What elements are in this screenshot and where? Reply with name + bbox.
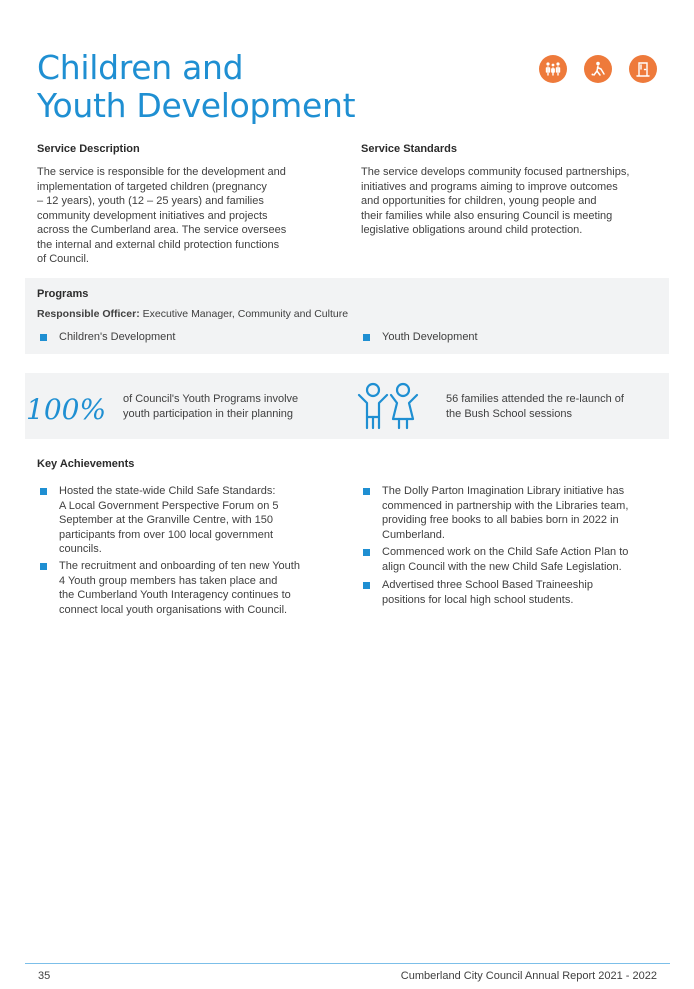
achievement-line: connect local youth organisations with Council.: [59, 603, 288, 616]
bullet-icon: [363, 334, 370, 341]
achievement-line: Commenced work on the Child Safe Action Plan to: [382, 546, 629, 558]
achievement-line: A Local Government Perspective Forum on 5: [59, 499, 279, 512]
achievement-item: [59, 559, 300, 617]
bullet-icon: [363, 549, 370, 556]
achievement-line: participants from over 100 local government: [59, 528, 273, 541]
page-title: [37, 49, 355, 125]
key-achievements-heading: Key Achievements: [37, 458, 135, 470]
report-title: Cumberland City Council Annual Report 2021 - 2022: [400, 970, 657, 982]
program-item: Youth Development: [382, 331, 478, 343]
title-line-2: Youth Development: [37, 86, 356, 125]
service-description-line: the internal and external child protection functions: [37, 238, 280, 251]
service-standards-line: their families while also ensuring Council is meeting: [361, 209, 613, 222]
achievement-line: September at the Granville Centre, with 150: [59, 514, 274, 526]
programs-heading: Programs: [37, 288, 89, 300]
achievement-line: providing free books to all babies born in 2022 in: [382, 514, 619, 526]
service-description-line: The service is responsible for the development and: [37, 166, 286, 178]
page-number: 35: [38, 970, 51, 982]
bullet-icon: [40, 334, 47, 341]
achievement-line: councils.: [59, 543, 102, 555]
achievement-line: commenced in partnership with the Libraries team,: [382, 499, 629, 512]
service-description-line: of Council.: [37, 253, 89, 265]
percent-stat-text: [123, 392, 298, 421]
service-description-text: [37, 165, 286, 267]
achievement-line: positions for local high school students.: [382, 593, 574, 606]
door-icon: [629, 55, 657, 83]
achievement-line: Hosted the state-wide Child Safe Standards:: [59, 485, 276, 497]
service-description-line: across the Cumberland area. The service oversees: [37, 224, 287, 236]
service-standards-heading: Service Standards: [361, 143, 457, 155]
service-standards-line: and opportunities for children, young people and: [361, 195, 597, 207]
achievement-item: [382, 578, 593, 607]
percent-stat: 100%: [26, 393, 107, 426]
children-icon: [355, 381, 423, 431]
program-item: Children's Development: [59, 331, 176, 343]
percent-stat-line: of Council's Youth Programs involve: [123, 393, 299, 405]
service-standards-line: The service develops community focused partnerships,: [361, 166, 630, 178]
service-icons: [539, 55, 657, 83]
service-description-line: community development initiatives and projects: [37, 209, 268, 222]
achievement-item: [59, 484, 279, 557]
achievement-line: Advertised three School Based Traineeship: [382, 579, 593, 591]
service-description-heading: Service Description: [37, 143, 140, 155]
service-description-line: implementation of targeted children (pregnancy: [37, 180, 267, 193]
achievement-item: [382, 484, 628, 542]
achievement-line: The recruitment and onboarding of ten new Youth: [59, 560, 300, 572]
families-stat-line: the Bush School sessions: [446, 407, 572, 420]
service-standards-text: [361, 165, 629, 238]
bullet-icon: [363, 488, 370, 495]
responsible-officer-label: Responsible Officer:: [37, 308, 140, 320]
responsible-officer: [37, 307, 348, 322]
title-line-1: Children and: [37, 48, 244, 87]
responsible-officer-value: Executive Manager, Community and Culture: [142, 308, 349, 320]
families-stat-line: 56 families attended the re-launch of: [446, 393, 624, 405]
achievement-line: align Council with the new Child Safe Legislation.: [382, 560, 622, 573]
bullet-icon: [40, 563, 47, 570]
achievement-line: the Cumberland Youth Interagency continues to: [59, 589, 291, 601]
achievement-line: 4 Youth group members has taken place and: [59, 574, 278, 587]
families-stat-text: [446, 392, 624, 421]
achievement-line: Cumberland.: [382, 528, 445, 541]
service-standards-line: legislative obligations around child protection.: [361, 224, 583, 236]
bullet-icon: [40, 488, 47, 495]
achievement-line: The Dolly Parton Imagination Library initiative has: [382, 485, 625, 497]
percent-stat-line: youth participation in their planning: [123, 407, 294, 420]
bullet-icon: [363, 582, 370, 589]
achievement-item: [382, 545, 628, 574]
service-standards-line: initiatives and programs aiming to improve outcomes: [361, 180, 618, 193]
service-description-line: – 12 years), youth (12 – 25 years) and families: [37, 195, 264, 207]
footer-divider: [25, 963, 670, 964]
family-icon: [539, 55, 567, 83]
cricket-icon: [584, 55, 612, 83]
